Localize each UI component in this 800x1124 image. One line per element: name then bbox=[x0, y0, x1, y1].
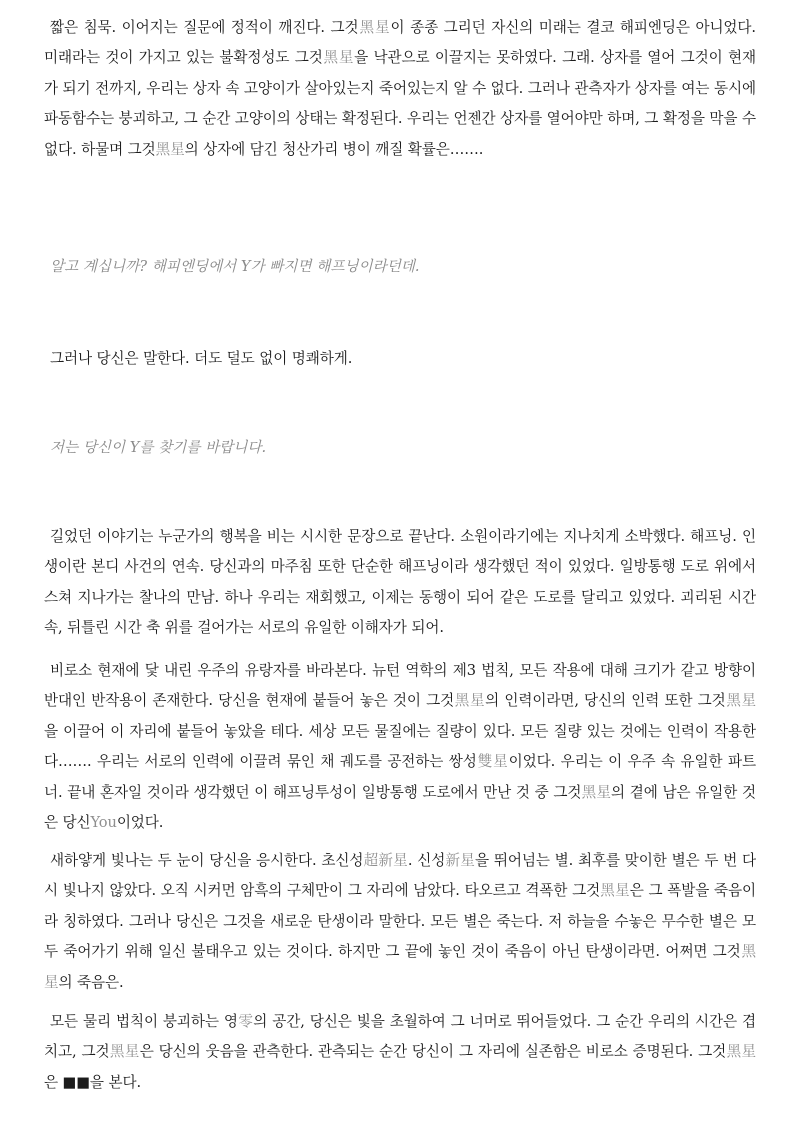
text-run: 이 종종 그리던 자신의 미래는 결코 해피엔딩은 아니었다. 미래라는 것이 가지고 있는 불확정성도 그것 bbox=[44, 19, 756, 67]
paragraph-supernova bbox=[44, 846, 756, 998]
text-run: . 신성 bbox=[407, 852, 446, 869]
text-run: 짧은 침묵. 이어지는 질문에 정적이 깨진다. 그것 bbox=[50, 19, 359, 36]
paragraph-zero-space bbox=[44, 1007, 756, 1098]
quote-happening: 알고 계십니까? 해피엔딩에서 Y가 빠지면 해프닝이라던데. bbox=[50, 258, 420, 275]
annotation-black-star: 黑星 bbox=[725, 692, 756, 710]
text-run: 새하얗게 빛나는 두 눈이 당신을 응시한다. 초신성 bbox=[50, 852, 364, 869]
annotation-you: You bbox=[90, 814, 117, 832]
paragraph-long-story bbox=[44, 522, 756, 644]
annotation-supernova: 超新星 bbox=[363, 852, 408, 869]
annotation-black-star: 黑星 bbox=[109, 1043, 140, 1061]
text-run: 비로소 현재에 닻 내린 우주의 유랑자를 바라본다. 뉴턴 역학의 제3 법칙, 모든 작용에 대해 크기가 같고 방향이 반대인 반작용이 존재한다. 당신을 현재에 붙들어 놓은 것이 그것 bbox=[44, 662, 756, 710]
annotation-binary-star: 雙星 bbox=[476, 753, 509, 771]
annotation-black-star: 黑星 bbox=[581, 783, 612, 801]
annotation-zero: 零 bbox=[237, 1013, 254, 1030]
paragraph-silence bbox=[44, 13, 756, 165]
quote-find-y: 저는 당신이 Y를 찾기를 바랍니다. bbox=[50, 439, 267, 456]
text-run: 의 죽음은. bbox=[58, 973, 124, 991]
text-run: 이었다. bbox=[116, 814, 164, 832]
annotation-black-star: 黑星 bbox=[44, 943, 756, 991]
text-run: 을 낙관으로 이끌지는 못하였다. 그래. 상자를 열어 그것이 현재가 되기 전까지, 우리는 상자 속 고양이가 살아있는지 죽어있는지 알 수 없다. 그러나 관측자가 상자를 여는 동시에 파동함수는 붕괴하고, 그 순간 고양이의 상태는 확정된다. 우리는 언젠간 상자를 열어야만 하며, 그 확정을 막을 수 없다. 하물며 그것 bbox=[44, 49, 756, 158]
annotation-black-star: 黑星 bbox=[600, 882, 630, 900]
text-run: 의 곁에 남은 유일한 것은 당신 bbox=[44, 783, 756, 832]
text-run: 의 인력이라면, 당신의 인력 또한 그것 bbox=[485, 692, 726, 710]
annotation-black-star: 黑星 bbox=[322, 49, 355, 67]
annotation-nova: 新星 bbox=[445, 852, 476, 869]
annotation-black-star: 黑星 bbox=[726, 1043, 756, 1061]
text-run: 의 공간, 당신은 빛을 초월하여 그 너머로 뛰어들었다. 그 순간 우리의 시간은 겹치고, 그것 bbox=[44, 1013, 756, 1061]
text-run: 의 상자에 담긴 청산가리 병이 깨질 확률은……. bbox=[184, 140, 484, 158]
paragraph-you-say bbox=[44, 344, 352, 374]
text-run: 이었다. 우리는 이 우주 속 유일한 파트너. 끝내 혼자일 것이라 생각했던 이 해프닝투성이 일방통행 도로에서 만난 것 중 그것 bbox=[44, 753, 756, 801]
paragraph-binary-star bbox=[44, 656, 756, 838]
annotation-black-star: 黑星 bbox=[454, 692, 486, 710]
annotation-black-star: 黑星 bbox=[358, 19, 391, 36]
text-run: 은 그 폭발을 죽음이라 칭하였다. 그러나 당신은 그것을 새로운 탄생이라 말한다. 모든 별은 죽는다. 저 하늘을 수놓은 무수한 별은 모두 죽어가기 위해 일신 불태우고 있는 것이다. 하지만 그 끝에 놓인 것이 죽음이 아닌 탄생이라면. 어쩌면 그것 bbox=[44, 882, 756, 961]
text-run: 그러나 당신은 말한다. 더도 덜도 없이 명쾌하게. bbox=[50, 350, 353, 367]
text-run: 모든 물리 법칙이 붕괴하는 영 bbox=[50, 1013, 238, 1030]
text-run: 길었던 이야기는 누군가의 행복을 비는 시시한 문장으로 끝난다. 소원이라기에는 지나치게 소박했다. 해프닝. 인생이란 본디 사건의 연속. 당신과의 마주침 또한 단순한 해프닝이라 생각했던 적이 있었다. 일방통행 도로 위에서 스쳐 지나가는 찰나의 만남. 하나 우리는 재회했고, 이제는 동행이 되어 같은 도로를 달리고 있었다. 괴리된 시간 속, 뒤틀린 시간 축 위를 걸어가는 서로의 유일한 이해자가 되어. bbox=[44, 528, 756, 637]
text-run: 은 당신의 웃음을 관측한다. 관측되는 순간 당신이 그 자리에 실존함은 비로소 증명된다. 그것 bbox=[139, 1043, 727, 1061]
text-run: 을 뛰어넘는 별. 최후를 맞이한 별은 두 번 다시 빛나지 않았다. 오직 시커먼 암흑의 구체만이 그 자리에 남았다. 타오르고 격폭한 그것 bbox=[44, 852, 756, 900]
text-run: 은 ■■을 본다. bbox=[44, 1073, 141, 1091]
annotation-black-star: 黑星 bbox=[155, 140, 185, 158]
text-run: 을 이끌어 이 자리에 붙들어 놓았을 테다. 세상 모든 물질에는 질량이 있다. 모든 질량 있는 것에는 인력이 작용한다……. 우리는 서로의 인력에 이끌려 묶인 채 궤도를 공전하는 쌍성 bbox=[44, 722, 756, 771]
